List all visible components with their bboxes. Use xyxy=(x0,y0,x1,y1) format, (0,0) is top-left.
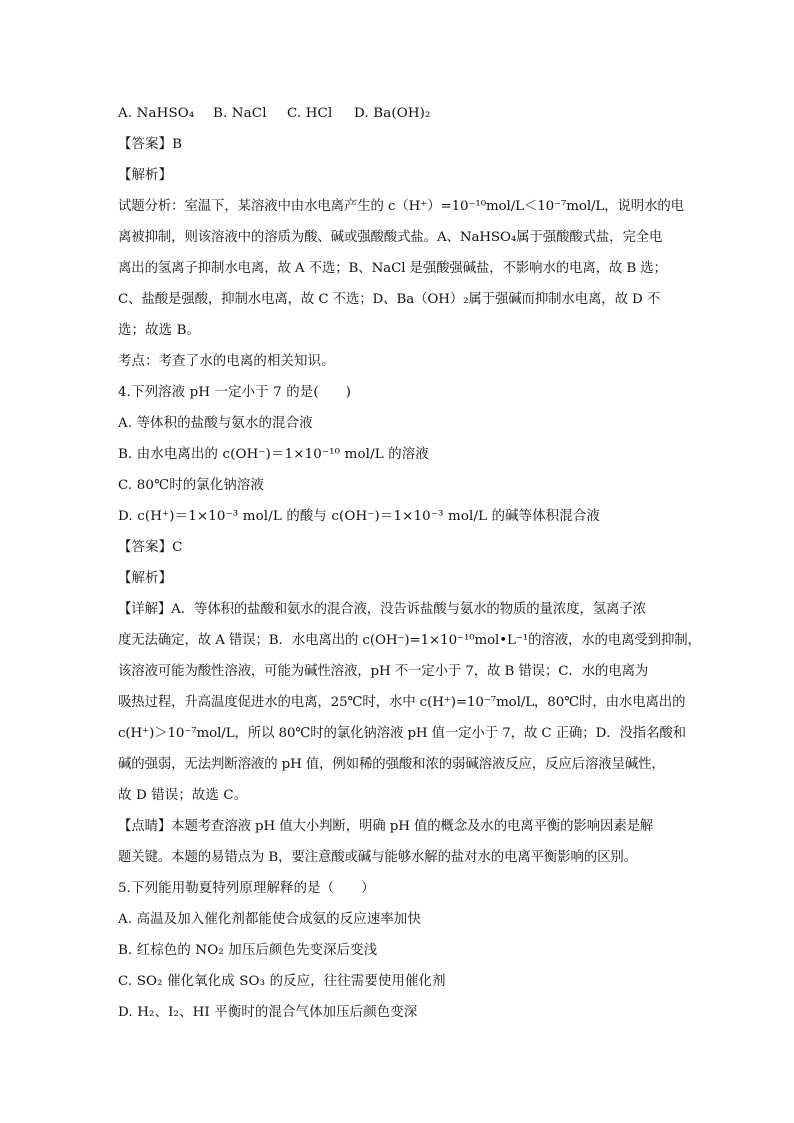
q3-analysis-line: 离出的氢离子抑制水电离，故 A 不选；B、NaCl 是强酸强碱盐，不影响水的电离，故 B 选； xyxy=(118,261,667,276)
q3-analysis-line: 选；故选 B。 xyxy=(118,323,201,338)
q4-dianjing-line: 【点睛】本题考查溶液 pH 值大小判断，明确 pH 值的概念及水的电离平衡的影响因素是解 xyxy=(118,819,654,834)
q5-stem: 5.下列能用勒夏特列原理解释的是（ ） xyxy=(118,881,375,896)
document-page xyxy=(118,98,701,1028)
q3-option-b: B. NaCl xyxy=(213,106,267,121)
q5-option-d: D. H₂、I₂、HI 平衡时的混合气体加压后颜色变深 xyxy=(118,1005,418,1020)
q4-option-c: C. 80℃时的氯化钠溶液 xyxy=(118,478,264,493)
q4-analysis-heading: 【解析】 xyxy=(118,571,173,586)
q4-analysis-line: 吸热过程，升高温度促进水的电离，25℃时，水中 c(H⁺)=10⁻⁷mol/L，80℃时，由水电离出的 xyxy=(118,695,686,710)
q4-option-d: D. c(H⁺)＝1×10⁻³ mol/L 的酸与 c(OH⁻)＝1×10⁻³ mol/L 的碱等体积混合液 xyxy=(118,509,600,524)
q3-options xyxy=(118,98,680,129)
q4-analysis-line: 碱的强弱，无法判断溶液的 pH 值，例如稀的强酸和浓的弱碱溶液反应，反应后溶液呈碱性， xyxy=(118,757,665,772)
q3-option-d: D. Ba(OH)₂ xyxy=(354,106,431,121)
q3-answer: 【答案】B xyxy=(118,137,183,152)
q4-analysis-line: 【详解】A．等体积的盐酸和氨水的混合液，没告诉盐酸与氨水的物质的量浓度，氢离子浓 xyxy=(118,602,646,617)
q5-option-c: C. SO₂ 催化氧化成 SO₃ 的反应，往往需要使用催化剂 xyxy=(118,974,446,989)
q4-option-b: B. 由水电离出的 c(OH⁻)＝1×10⁻¹⁰ mol/L 的溶液 xyxy=(118,447,429,462)
q4-analysis-line: 该溶液可能为酸性溶液，可能为碱性溶液，pH 不一定小于 7，故 B 错误；C．水的电离为 xyxy=(118,664,649,679)
q5-option-b: B. 红棕色的 NO₂ 加压后颜色先变深后变浅 xyxy=(118,943,378,958)
q4-dianjing-line: 题关键。本题的易错点为 B，要注意酸或碱与能够水解的盐对水的电离平衡影响的区别。 xyxy=(118,850,637,865)
q3-analysis-line: 试题分析：室温下，某溶液中由水电离产生的 c（H⁺）=10⁻¹⁰mol/L＜10⁻⁷mol/L，说明水的电 xyxy=(118,199,684,214)
q4-analysis-line: 故 D 错误；故选 C。 xyxy=(118,788,248,803)
q3-option-a: A. NaHSO₄ xyxy=(118,106,195,121)
q5-option-a: A. 高温及加入催化剂都能使合成氨的反应速率加快 xyxy=(118,912,421,927)
q3-kaodian: 考点：考查了水的电离的相关知识。 xyxy=(118,354,335,369)
q3-analysis-heading: 【解析】 xyxy=(118,168,173,183)
q4-option-a: A. 等体积的盐酸与氨水的混合液 xyxy=(118,416,313,431)
q3-option-c: C. HCl xyxy=(287,106,333,121)
q4-stem: 4.下列溶液 pH 一定小于 7 的是( ) xyxy=(118,385,352,400)
q3-analysis-line: C、盐酸是强酸，抑制水电离，故 C 不选；D、Ba（OH）₂属于强碱而抑制水电离，故 D 不 xyxy=(118,292,661,307)
q4-analysis-line: 度无法确定，故 A 错误；B．水电离出的 c(OH⁻)=1×10⁻¹⁰mol•L⁻¹的溶液，水的电离受到抑制， xyxy=(118,633,701,648)
q4-answer: 【答案】C xyxy=(118,540,183,555)
q4-analysis-line: c(H⁺)＞10⁻⁷mol/L，所以 80℃时的氯化钠溶液 pH 值一定小于 7，故 C 正确；D．没指名酸和 xyxy=(118,726,686,741)
q3-analysis-line: 离被抑制，则该溶液中的溶质为酸、碱或强酸酸式盐。A、NaHSO₄属于强酸酸式盐，完全电 xyxy=(118,230,663,245)
